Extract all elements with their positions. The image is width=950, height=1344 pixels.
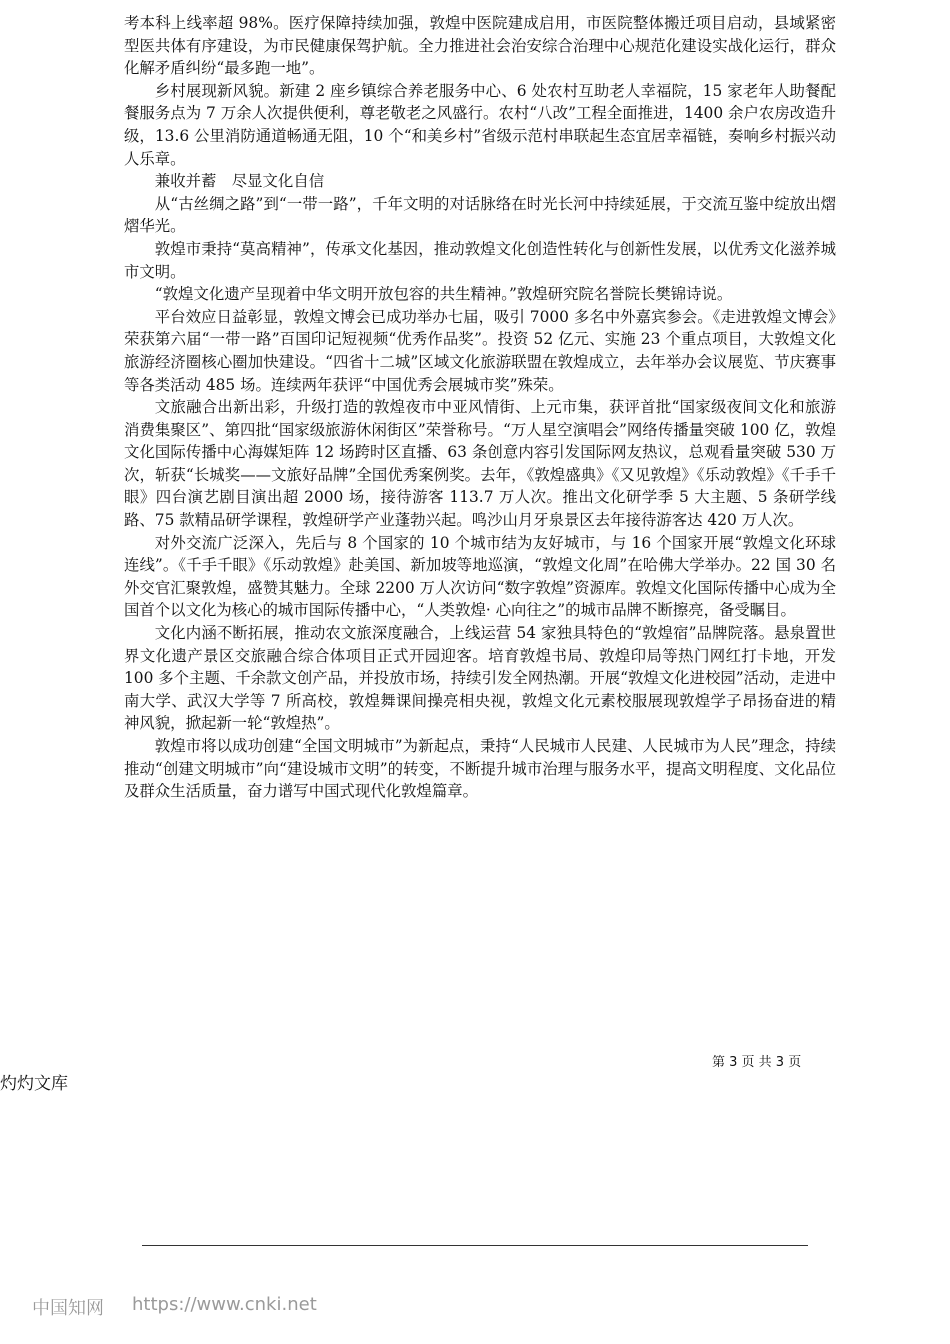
paragraph-culture: 文化内涵不断拓展，推动农文旅深度融合，上线运营 54 家独具特色的“敦煌宿”品牌院落。悬泉置世界文化遗产景区交旅融合综合体项目正式开园迎客。培育敦煌书局、敦煌印局等热门网红打卡地，开发 100 多个主题、千余款文创产品，并投放市场，持续引发全网热潮。开展“敦煌文化进校园”活动，走进中南大学、武汉大学等 7 所高校，敦煌舞课间操亮相央视，敦煌文化元素校服展现敦煌学子昂扬奋进的精神风貌，掀起新一轮“敦煌热”。	[124, 624, 836, 733]
paragraph-mogao-spirit: 敦煌市秉持“莫高精神”，传承文化基因，推动敦煌文化创造性转化与创新性发展，以优秀文化滋养城市文明。	[124, 239, 836, 281]
paragraph-platform: 平台效应日益彰显，敦煌文博会已成功举办七届，吸引 7000 多名中外嘉宾参会。《走进敦煌文博会》荣获第六届“一带一路”百国印记短视频“优秀作品奖”。投资 52 亿元、实施 23 个重点项目，大敦煌文化旅游经济圈核心圈加快建设。“四省十二城”区域文化旅游联盟在敦煌成立，去年举办会议展览、节庆赛事等各类活动 485 场。连续两年获评“中国优秀会展城市奖”殊荣。	[124, 307, 836, 394]
paragraph-quote: “敦煌文化遗产呈现着中华文明开放包容的共生精神。”敦煌研究院名誉院长樊锦诗说。	[154, 285, 733, 304]
article-body	[124, 12, 836, 803]
paragraph-rural: 乡村展现新风貌。新建 2 座乡镇综合养老服务中心、6 处农村互助老人幸福院，15 家老年人助餐配餐服务点为 7 万余人次提供便利，尊老敬老之风盛行。农村“八改”工程全面推进，1400 余户农房改造升级，13.6 公里消防通道畅通无阻，10 个“和美乡村”省级示范村串联起生态宜居幸福链，奏响乡村振兴动人乐章。	[124, 81, 836, 168]
paragraph-healthcare: 考本科上线率超 98%。医疗保障持续加强，敦煌中医院建成启用，市医院整体搬迁项目启动，县域紧密型医共体有序建设，为市民健康保驾护航。全力推进社会治安综合治理中心规范化建设实战化运行，群众化解矛盾纠纷“最多跑一地”。	[124, 14, 836, 78]
paragraph-tourism: 文旅融合出新出彩，升级打造的敦煌夜市中亚风情街、上元市集，获评首批“国家级夜间文化和旅游消费集聚区”、第四批“国家级旅游休闲街区”荣誉称号。“万人星空演唱会”网络传播量突破 100 亿，敦煌文化国际传播中心海媒矩阵 12 场跨时区直播、63 条创意内容引发国际网友热议，总观看量突破 530 万次，斩获“长城奖——文旅好品牌”全国优秀案例奖。去年，《敦煌盛典》《又见敦煌》《乐动敦煌》《千手千眼》四台演艺剧目演出超 2000 场，接待游客 113.7 万人次。推出文化研学季 5 大主题、5 条研学线路、75 款精品研学课程，敦煌研学产业蓬勃兴起。鸣沙山月牙泉景区去年接待游客达 420 万人次。	[124, 398, 836, 530]
footer-brand: 中国知网	[32, 1298, 104, 1319]
paragraph-silk-road: 从“古丝绸之路”到“一带一路”，千年文明的对话脉络在时光长河中持续延展，于交流互鉴中绽放出熠熠华光。	[124, 194, 836, 236]
section-heading: 兼收并蓄 尽显文化自信	[154, 172, 325, 191]
paragraph-exchange: 对外交流广泛深入，先后与 8 个国家的 10 个城市结为友好城市，与 16 个国家开展“敦煌文化环球连线”。《千手千眼》《乐动敦煌》赴美国、新加坡等地巡演，“敦煌文化周”在哈佛大学举办。22 国 30 名外交官汇聚敦煌，盛赞其魅力。全球 2200 万人次访问“数字敦煌”资源库。敦煌文化国际传播中心成为全国首个以文化为核心的城市国际传播中心，“人类敦煌· 心向往之”的城市品牌不断擦亮，备受瞩目。	[124, 533, 836, 620]
footer-url[interactable]: https://www.cnki.net	[132, 1294, 317, 1315]
library-watermark: 灼灼文库	[0, 1074, 68, 1094]
paragraph-conclusion: 敦煌市将以成功创建“全国文明城市”为新起点，秉持“人民城市人民建、人民城市为人民”理念，持续推动“创建文明城市”向“建设城市文明”的转变，不断提升城市治理与服务水平，提高文明程度、文化品位及群众生活质量，奋力谱写中国式现代化敦煌篇章。	[124, 737, 836, 801]
page-number: 第 3 页 共 3 页	[712, 1055, 802, 1070]
footer-divider	[142, 1245, 808, 1246]
